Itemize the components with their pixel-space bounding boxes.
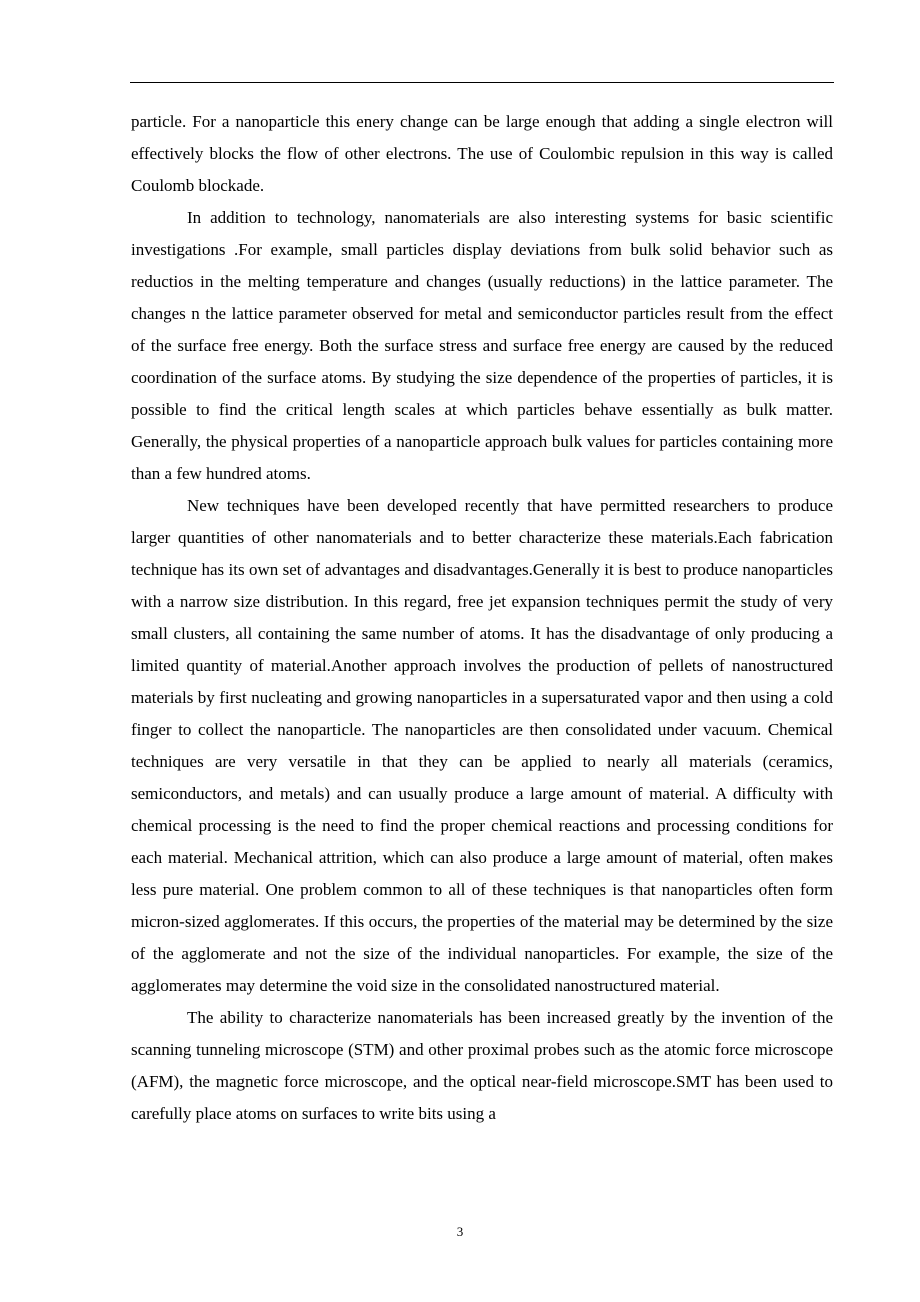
body-text [131, 106, 833, 1130]
header-rule [130, 82, 834, 83]
paragraph-4: The ability to characterize nanomaterials has been increased greatly by the invention of the scanning tunneling microscope (STM) and other proximal probes such as the atomic force microscope (AFM), the magnetic force microscope, and the optical near-field microscope.SMT has been used to carefully place atoms on surfaces to write bits using a [131, 1008, 833, 1123]
paragraph-2: In addition to technology, nanomaterials are also interesting systems for basic scientific investigations .For example, small particles display deviations from bulk solid behavior such as reductios in the melting temperature and changes (usually reductions) in the lattice parameter. The changes n the lattice parameter observed for metal and semiconductor particles result from the effect of the surface free energy. Both the surface stress and surface free energy are caused by the reduced coordination of the surface atoms. By studying the size dependence of the properties of particles, it is possible to find the critical length scales at which particles behave essentially as bulk matter. Generally, the physical properties of a nanoparticle approach bulk values for particles containing more than a few hundred atoms. [131, 208, 833, 483]
paragraph-3: New techniques have been developed recently that have permitted researchers to produce larger quantities of other nanomaterials and to better characterize these materials.Each fabrication technique has its own set of advantages and disadvantages.Generally it is best to produce nanoparticles with a narrow size distribution. In this regard, free jet expansion techniques permit the study of very small clusters, all containing the same number of atoms. It has the disadvantage of only producing a limited quantity of material.Another approach involves the production of pellets of nanostructured materials by first nucleating and growing nanoparticles in a supersaturated vapor and then using a cold finger to collect the nanoparticle. The nanoparticles are then consolidated under vacuum. Chemical techniques are very versatile in that they can be applied to nearly all materials (ceramics, semiconductors, and metals) and can usually produce a large amount of material. A difficulty with chemical processing is the need to find the proper chemical reactions and processing conditions for each material. Mechanical attrition, which can also produce a large amount of material, often makes less pure material. One problem common to all of these techniques is that nanoparticles often form micron-sized agglomerates. If this occurs, the properties of the material may be determined by the size of the agglomerate and not the size of the individual nanoparticles. For example, the size of the agglomerates may determine the void size in the consolidated nanostructured material. [131, 496, 833, 995]
page-number: 3 [456, 1224, 464, 1239]
paragraph-1: particle. For a nanoparticle this enery change can be large enough that adding a single electron will effectively blocks the flow of other electrons. The use of Coulombic repulsion in this way is called Coulomb blockade. [131, 112, 833, 195]
